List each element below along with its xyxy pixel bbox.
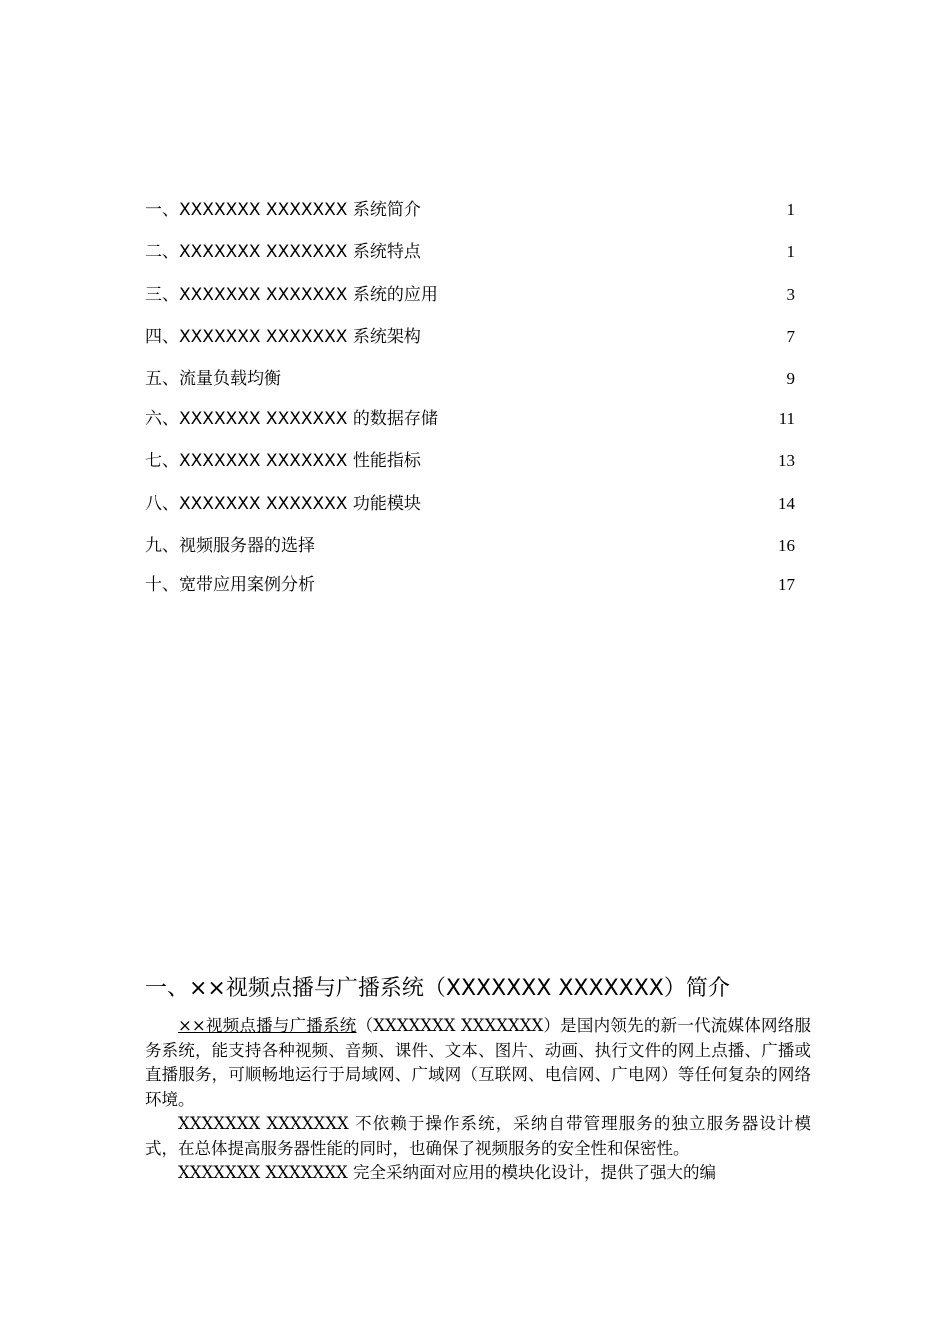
section-heading: 一、××视频点播与广播系统（XXXXXXX XXXXXXX）简介 — [145, 976, 730, 1001]
toc-entry-title: 五、流量负载均衡 — [145, 369, 281, 389]
toc-entry-title: 六、XXXXXXX XXXXXXX 的数据存储 — [145, 409, 438, 429]
toc-entry[interactable] — [145, 492, 795, 516]
toc-entry[interactable] — [145, 367, 795, 391]
toc-entry-page: 9 — [786, 369, 795, 388]
toc-entry[interactable] — [145, 573, 795, 597]
toc-entry-page: 7 — [786, 327, 795, 346]
toc-entry-title: 三、XXXXXXX XXXXXXX 系统的应用 — [145, 285, 438, 305]
toc-entry[interactable] — [145, 325, 795, 349]
toc-entry-page: 17 — [778, 575, 795, 594]
toc-entry-page: 16 — [778, 536, 795, 555]
paragraph-1 — [145, 1014, 811, 1112]
toc-entry[interactable] — [145, 449, 795, 473]
toc-entry-title: 八、XXXXXXX XXXXXXX 功能模块 — [145, 494, 421, 514]
paragraph-3: XXXXXXX XXXXXXX 完全采纳面对应用的模块化设计，提供了强大的编 — [178, 1163, 716, 1182]
toc-entry-page: 14 — [778, 494, 795, 513]
toc-entry-title: 九、视频服务器的选择 — [145, 536, 315, 556]
toc-entry[interactable] — [145, 407, 795, 431]
section-body — [145, 1014, 811, 1186]
toc-entry-title: 十、宽带应用案例分析 — [145, 575, 315, 595]
system-name-link[interactable]: ××视频点播与广播系统 — [178, 1016, 357, 1035]
toc-entry-title: 一、XXXXXXX XXXXXXX 系统简介 — [145, 200, 421, 220]
toc-entry[interactable] — [145, 240, 795, 264]
toc-entry-title: 四、XXXXXXX XXXXXXX 系统架构 — [145, 327, 421, 347]
paragraph-2: XXXXXXX XXXXXXX 不依赖于操作系统，采纳自带管理服务的独立服务器设计模式，在总体提高服务器性能的同时，也确保了视频服务的安全性和保密性。 — [145, 1114, 811, 1158]
toc-entry-title: 七、XXXXXXX XXXXXXX 性能指标 — [145, 451, 421, 471]
toc-entry-title: 二、XXXXXXX XXXXXXX 系统特点 — [145, 242, 421, 262]
toc-entry-page: 11 — [778, 409, 795, 428]
toc-entry-page: 1 — [786, 242, 795, 261]
toc-entry[interactable] — [145, 534, 795, 558]
toc-entry-page: 13 — [778, 451, 795, 470]
toc-entry[interactable] — [145, 283, 795, 307]
toc-entry[interactable] — [145, 198, 795, 222]
toc-entry-page: 1 — [786, 200, 795, 219]
toc-entry-page: 3 — [786, 285, 795, 304]
paragraph-1-text: （XXXXXXX XXXXXXX）是国内领先的新一代流媒体网络服务系统，能支持各种视频、音频、课件、文本、图片、动画、执行文件的网上点播、广播或直播服务，可顺畅地运行于局域网、广域网（互联网、电信网、广电网）等任何复杂的网络环境。 — [145, 1016, 811, 1109]
